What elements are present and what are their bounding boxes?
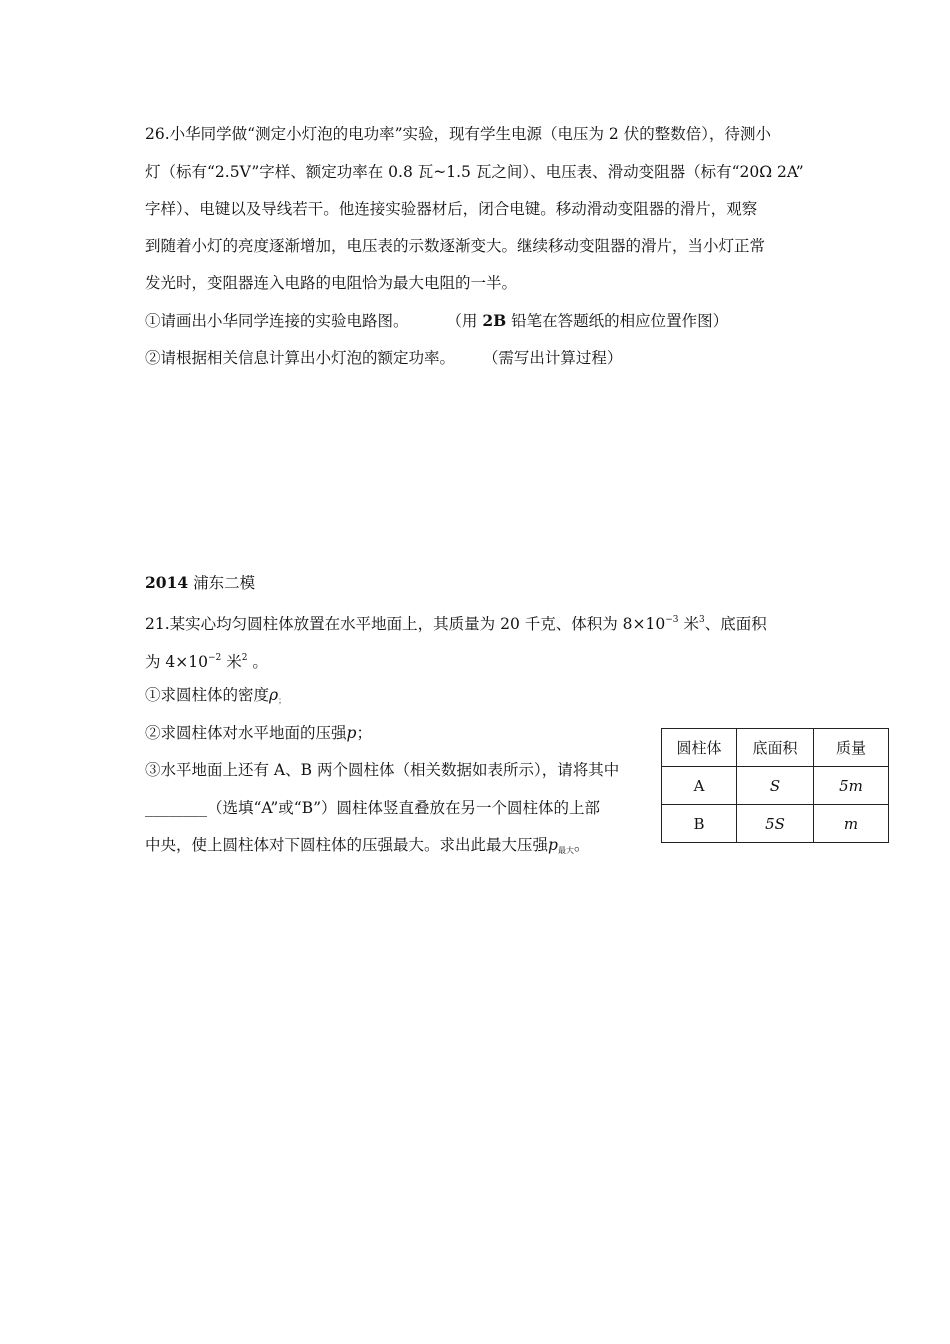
- q26-line-5: 发光时，变阻器连入电路的电阻恰为最大电阻的一半。: [145, 274, 518, 292]
- q21-line-1: 21.某实心均匀圆柱体放置在水平地面上，其质量为 20 千克、体积为 $8\times 10^{-3}$ 米$^3$、底面积: [145, 615, 767, 633]
- q26-sub2-text: ②请根据相关信息计算出小灯泡的额定功率。: [145, 349, 456, 367]
- q21-subquestion-2: ②求圆柱体对水平地面的压强p；: [145, 724, 372, 742]
- section-heading: [145, 573, 255, 593]
- table-cell: 5m: [814, 767, 889, 805]
- q21-line-2: 为 $4\times 10^{-2}$ 米$^2$ 。: [145, 653, 268, 671]
- q26-sub1-note: （用 2B 铅笔在答题纸的相应位置作图）: [446, 311, 729, 330]
- q21-subquestion-1: ①求圆柱体的密度$\rho_;$: [145, 686, 287, 705]
- cylinder-data-table: [661, 728, 889, 843]
- table-cell: m: [814, 805, 889, 843]
- table-header-cell: 质量: [814, 729, 889, 767]
- table-cell: B: [662, 805, 737, 843]
- table-header-cell: 底面积: [737, 729, 814, 767]
- q26-line-4: 到随着小灯的亮度逐渐增加，电压表的示数逐渐变大。继续移动变阻器的滑片，当小灯正常: [145, 237, 766, 255]
- table-cell: A: [662, 767, 737, 805]
- q26-sub1-text: ①请画出小华同学连接的实验电路图。: [145, 312, 409, 330]
- q21-subquestion-3-line-1: ③水平地面上还有 A、B 两个圆柱体（相关数据如表所示），请将其中: [145, 761, 620, 779]
- table-header-row: [662, 729, 889, 767]
- table-cell: S: [737, 767, 814, 805]
- q26-line-2: 灯（标有“2.5V”字样、额定功率在 0.8 瓦~1.5 瓦之间）、电压表、滑动变阻器（标有“20Ω 2A”: [145, 163, 804, 181]
- q26-line-1: 26.小华同学做“测定小灯泡的电功率”实验，现有学生电源（电压为 2 伏的整数倍），待测小: [145, 125, 771, 143]
- q26-subquestion-2: [145, 348, 622, 368]
- table-header-cell: 圆柱体: [662, 729, 737, 767]
- table-row: [662, 805, 889, 843]
- q26-line-3: 字样）、电键以及导线若干。他连接实验器材后，闭合电键。移动滑动变阻器的滑片，观察: [145, 200, 758, 218]
- table-row: [662, 767, 889, 805]
- q21-subquestion-3-line-2: ________（选填“A”或“B”）圆柱体竖直叠放在另一个圆柱体的上部: [145, 799, 601, 817]
- q26-subquestion-1: [145, 311, 728, 331]
- section-name: 浦东二模: [193, 574, 256, 592]
- table-cell: 5S: [737, 805, 814, 843]
- section-year: 2014: [145, 573, 189, 592]
- q26-sub2-note: （需写出计算过程）: [482, 349, 623, 367]
- q21-subquestion-3-line-3: 中央，使上圆柱体对下圆柱体的压强最大。求出此最大压强$p_{最大}$。: [145, 836, 590, 855]
